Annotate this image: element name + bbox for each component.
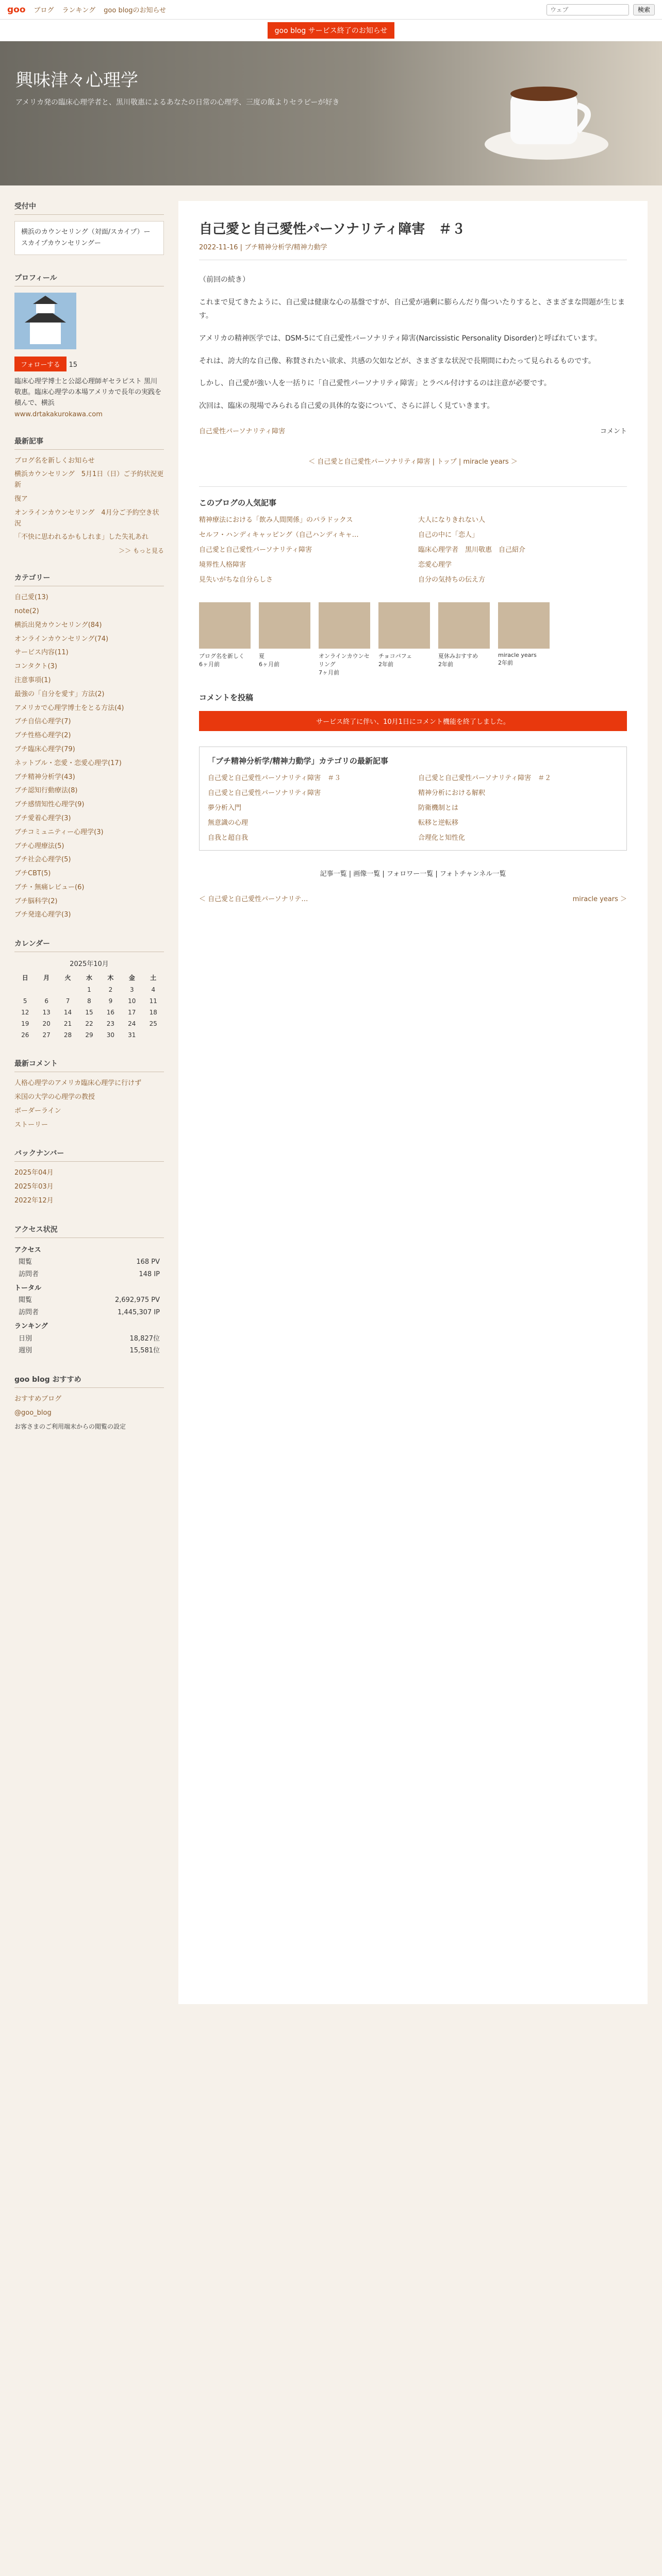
category-item[interactable]: ブチ発達心理学(3) [14, 911, 71, 919]
popular-item[interactable]: 見失いがちな自分らしさ [199, 576, 273, 584]
article-main [178, 201, 648, 2004]
category-latest-item[interactable]: 無意識の心理 [208, 819, 249, 827]
article-paragraph: アメリカの精神医学では、DSM-5にて自己愛性パーソナリティ障害(Narcissistic Personality Disorder)と呼ばれています。 [199, 334, 602, 343]
search-input[interactable] [547, 4, 629, 15]
goo-note: お客さまのご利用端末からの閲覧の設定 [14, 1422, 126, 1430]
category-item[interactable]: 最強の「自分を愛す」方法(2) [14, 690, 105, 698]
topbar-link-news[interactable]: goo blogのお知らせ [104, 7, 167, 14]
category-heading: カテゴリー [14, 572, 164, 586]
category-item[interactable]: ブチCBT(5) [14, 870, 51, 878]
popular-item[interactable]: 自己の中に「恋人」 [418, 531, 479, 539]
article-pager[interactable]: ＜ 自己愛と自己愛性パーソナリティ障害 | トップ | miracle years ＞ [308, 458, 518, 466]
category-latest-item[interactable]: 防衛機制とは [418, 804, 459, 812]
thumbnail-date: 2年前 [438, 661, 453, 668]
access-label: 訪問者 [19, 1270, 39, 1278]
category-item[interactable]: note(2) [14, 607, 39, 615]
article-paragraph: （前回の続き） [199, 276, 250, 284]
comment-item[interactable]: 米国の大学の心理学の教授 [14, 1093, 95, 1101]
category-latest-item[interactable]: 精神分析における解釈 [418, 789, 486, 798]
thumbnail-image [498, 602, 550, 649]
backnumber-item[interactable]: 2025年04月 [14, 1169, 54, 1177]
thumbnail-date: 7ヶ月前 [319, 669, 339, 676]
end-service-notice[interactable]: goo blog サービス終了のお知らせ [268, 22, 395, 39]
access-value: 2,692,975 PV [114, 1296, 160, 1304]
thumbnail-title: オンラインカウンセリング [319, 653, 370, 668]
more-link[interactable]: ＞＞ もっと見る [119, 547, 164, 555]
comment-post-heading: コメントを投稿 [199, 693, 254, 703]
popular-item[interactable]: 境界性人格障害 [199, 561, 246, 569]
coffee-cup-image [479, 62, 614, 165]
access-label: 週別 [19, 1346, 32, 1354]
topbar-search [547, 4, 655, 15]
access-label: トータル [14, 1284, 42, 1293]
backnumber-heading: バックナンバー [14, 1148, 164, 1162]
access-row [14, 1345, 164, 1357]
access-row [14, 1256, 164, 1268]
thumbnail-title: ブログ名を新しく [199, 653, 244, 660]
footer-links[interactable]: 記事一覧 | 画像一覧 | フォロワー一覧 | フォトチャンネル一覧 [320, 870, 506, 878]
article-paragraph: 次回は、臨床の現場でみられる自己愛の具体的な姿について、さらに詳しく見ていきます。 [199, 402, 494, 411]
blog-description: アメリカ発の臨床心理学者と、黒川敬惠によるあなたの日常の心理学、三度の飯よりセラピーが好き [15, 98, 340, 107]
backnumber-item[interactable]: 2022年12月 [14, 1197, 54, 1205]
access-value: 168 PV [136, 1258, 160, 1266]
thumbnail-date: 2年前 [498, 659, 513, 667]
category-latest-item[interactable]: 夢分析入門 [208, 804, 242, 812]
category-latest-item[interactable]: 自己愛と自己愛性パーソナリティ障害 ＃２ [418, 774, 552, 783]
recent-item[interactable]: 横浜カウンセリング 5月1日（日）ご予約状況更新 [14, 470, 164, 489]
thumbnail-image [438, 602, 490, 649]
recent-item[interactable]: ブログ名を新しくお知らせ [14, 456, 95, 465]
thumbnail-card[interactable] [438, 602, 490, 676]
thumbnail-date: 6ヶ月前 [259, 661, 279, 668]
access-label: アクセス [14, 1246, 41, 1254]
access-row [14, 1320, 164, 1332]
category-item[interactable]: ブチ脳科学(2) [14, 897, 58, 905]
access-value: 15,581位 [129, 1346, 160, 1354]
goo-recommend-heading: goo blog おすすめ [14, 1374, 164, 1388]
thumbnail-title: 夏 [259, 653, 264, 660]
notice-bar [0, 20, 662, 41]
article-paragraph: それは、誇大的な自己像、称賛されたい欲求、共感の欠如などが、さまざまな状況で長期間にわたって見られるものです。 [199, 357, 595, 365]
follow-count: 15 [69, 361, 78, 369]
category-item[interactable]: 自己愛(13) [14, 594, 48, 602]
access-row [14, 1268, 164, 1280]
category-latest-item[interactable]: 自己愛と自己愛性パーソナリティ障害 ＃３ [208, 774, 341, 783]
access-label: 訪問者 [19, 1308, 39, 1316]
access-label: 日別 [19, 1334, 32, 1343]
thumbnail-date: 2年前 [378, 661, 393, 668]
thumbnail-title: チョコパフェ [378, 653, 412, 660]
popular-item[interactable]: 恋愛心理学 [418, 561, 452, 569]
comment-link[interactable]: コメント [600, 428, 627, 436]
comment-heading: 最新コメント [14, 1058, 164, 1072]
recent-item[interactable]: 復ア [14, 495, 28, 503]
comment-item[interactable]: ストーリー [14, 1121, 48, 1129]
access-value: 1,445,307 IP [118, 1308, 160, 1316]
category-item[interactable]: コンタクト(3) [14, 663, 57, 671]
search-button[interactable]: 検索 [633, 4, 655, 15]
access-label: 閲覧 [19, 1258, 32, 1266]
access-row [14, 1282, 164, 1294]
category-item[interactable]: 注意事項(1) [14, 676, 51, 684]
comment-closed-notice: サービス終了に伴い、10月1日にコメント機能を終了しました。 [199, 711, 627, 731]
category-latest-item[interactable]: 合理化と知性化 [418, 834, 466, 842]
profile-url[interactable]: www.drtakakurokawa.com [14, 410, 103, 418]
category-item[interactable]: ブチ心理療法(5) [14, 842, 64, 850]
calendar-heading: カレンダー [14, 938, 164, 952]
category-list [14, 592, 164, 921]
comment-item[interactable]: ボーダーライン [14, 1107, 61, 1115]
popular-item[interactable]: セルフ・ハンディキャッピング（自己ハンディキャ… [199, 531, 359, 539]
prev-article-link[interactable]: ＜ 自己愛と自己愛性パーソナリテ… [199, 895, 308, 904]
category-latest-item[interactable]: 自己愛と自己愛性パーソナリティ障害 [208, 789, 321, 798]
category-latest-heading: 「ブチ精神分析学/精神力動学」カテゴリの最新記事 [208, 756, 388, 766]
sidebar [14, 201, 164, 2004]
goo-item[interactable]: @goo_blog [14, 1409, 52, 1417]
category-latest-item[interactable]: 自我と超自我 [208, 834, 249, 842]
category-item[interactable]: オンラインカウンセリング(74) [14, 635, 109, 643]
castle-avatar [14, 293, 76, 349]
calendar-day-header: 月 [43, 974, 50, 982]
popular-heading: このブログの人気記事 [199, 498, 277, 508]
category-latest-list [208, 772, 618, 842]
access-row [14, 1244, 164, 1256]
popular-item[interactable]: 臨床心理学者 黒川敬惠 自己紹介 [418, 546, 526, 554]
comment-item[interactable]: 人格心理学のアメリカ臨床心理学に行けず [14, 1079, 142, 1088]
article-paragraph: これまで見てきたように、自己愛は健康な心の基盤ですが、自己愛が過剰に膨らんだり傷ついたりすると、さまざまな問題が生じます。 [199, 298, 625, 320]
category-item[interactable]: ブチ社会心理学(5) [14, 856, 71, 864]
popular-item[interactable]: 自己愛と自己愛性パーソナリティ障害 [199, 546, 312, 554]
category-item[interactable]: ブチ認知行動療法(8) [14, 787, 78, 795]
category-item[interactable]: ブチ臨床心理学(79) [14, 745, 75, 753]
reception-heading: 受付中 [14, 201, 164, 215]
calendar-table: 日 月 火 水 木 金 土 1 2 3 4 5 6 7 8 9 10 11 12 13 14 15 16 17 18 19 20 21 22 23 24 25 26 27 28 29 30 31 [14, 971, 164, 1041]
thumbnail-image [199, 602, 251, 649]
article-meta[interactable]: 2022-11-16 | ブチ精神分析学/精神力動学 [199, 242, 627, 260]
category-item[interactable]: アメリカで心理学博士をとる方法(4) [14, 704, 124, 712]
thumbnail-card[interactable] [259, 602, 310, 676]
calendar-day-header: 土 [150, 974, 157, 982]
thumbnail-title: 夏休みおすすめ [438, 653, 478, 660]
access-value: 148 IP [139, 1270, 160, 1278]
category-item[interactable]: ブチコミュニティー心理学(3) [14, 828, 104, 836]
calendar-day-header: 水 [86, 974, 92, 982]
article-title[interactable]: 自己愛と自己愛性パーソナリティ障害 ＃３ [199, 222, 466, 237]
calendar-day-header: 金 [128, 974, 135, 982]
profile-heading: プロフィール [14, 273, 164, 286]
thumbnail-card[interactable] [199, 602, 251, 676]
category-item[interactable]: 横浜出発カウンセリング(84) [14, 621, 102, 629]
access-stats [14, 1244, 164, 1357]
goo-item[interactable]: おすすめブログ [14, 1395, 62, 1403]
access-label: 閲覧 [19, 1296, 32, 1304]
access-row [14, 1333, 164, 1345]
access-row [14, 1307, 164, 1318]
access-row [14, 1294, 164, 1306]
recent-item[interactable]: 「不快に思われるかもしれま」した失礼あれ [14, 533, 149, 541]
thumbnail-image [378, 602, 430, 649]
access-heading: アクセス状況 [14, 1224, 164, 1238]
next-article-link[interactable]: miracle years ＞ [572, 895, 627, 904]
blog-title[interactable]: 興味津々心理学 [15, 70, 138, 91]
follow-button[interactable]: フォローする [14, 357, 67, 371]
thumbnail-row [199, 602, 627, 676]
reception-box[interactable]: 横浜のカウンセリング（対面/スカイプ）ー スカイプカウンセリングー [14, 221, 164, 255]
calendar-month: 2025年10月 [70, 960, 109, 969]
top-bar [0, 0, 662, 20]
category-item[interactable]: ブチ・無痛レビュー(6) [14, 883, 85, 891]
topbar-link-ranking[interactable]: ランキング [62, 7, 96, 14]
popular-item[interactable]: 大人になりきれない人 [418, 516, 486, 524]
category-item[interactable]: ブチ自信心理学(7) [14, 718, 71, 726]
access-label: ランキング [14, 1323, 48, 1331]
calendar-day-header: 木 [107, 974, 114, 982]
calendar-day-header: 日 [22, 974, 28, 982]
popular-item[interactable]: 精神療法における「飲み人間関係」のパラドックス [199, 516, 353, 524]
category-item[interactable]: ブチ精神分析学(43) [14, 773, 75, 781]
thumbnail-image [259, 602, 310, 649]
category-item[interactable]: サービス内容(11) [14, 649, 69, 657]
profile-text: 臨床心理学博士と公認心理師ギセラピスト 黒川敬惠。臨床心理学の本場アメリカで長年の実践を積んで、横浜 [14, 378, 162, 407]
popular-list [199, 514, 627, 584]
thumbnail-title: miracle years [498, 652, 537, 659]
popular-item[interactable]: 自分の気持ちの伝え方 [418, 576, 486, 584]
recent-heading: 最新記事 [14, 436, 164, 450]
category-item[interactable]: ブチ性格心理学(2) [14, 732, 71, 740]
topbar-link-blog[interactable]: ブログ [34, 7, 54, 14]
thumbnail-card[interactable] [319, 602, 370, 676]
article-tag[interactable]: 自己愛性パーソナリティ障害 [199, 428, 286, 436]
backnumber-item[interactable]: 2025年03月 [14, 1183, 54, 1191]
category-item[interactable]: ブチ感情知性心理学(9) [14, 801, 85, 809]
thumbnail-card[interactable] [378, 602, 430, 676]
thumbnail-image [319, 602, 370, 649]
article-body [199, 274, 627, 413]
category-item[interactable]: ブチ愛着心理学(3) [14, 814, 71, 822]
category-item[interactable]: ネットブル・恋愛・恋愛心理学(17) [14, 759, 122, 767]
thumbnail-date: 6ヶ月前 [199, 661, 220, 668]
article-paragraph: しかし、自己愛が強い人を一括りに「自己愛性パーソナリティ障害」とラベル付けするのは注意が必要です。 [199, 379, 551, 388]
recent-item[interactable]: オンラインカウンセリング 4月分ご予約空き状況 [14, 509, 159, 528]
goo-logo[interactable]: goo [7, 4, 26, 15]
thumbnail-card[interactable] [498, 602, 550, 676]
category-latest-item[interactable]: 転移と逆転移 [418, 819, 459, 827]
calendar-day-header: 火 [64, 974, 71, 982]
access-value: 18,827位 [129, 1334, 160, 1343]
blog-header [0, 41, 662, 185]
